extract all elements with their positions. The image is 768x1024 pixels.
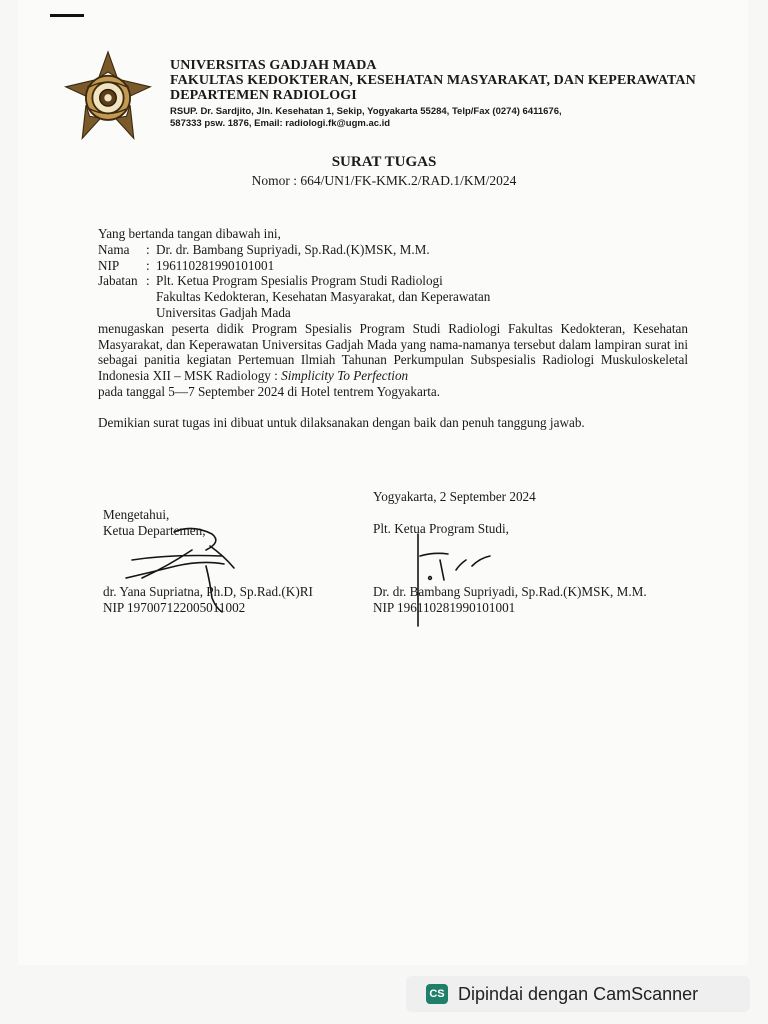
opening-line: Yang bertanda tangan dibawah ini, — [98, 226, 281, 241]
place-date: Yogyakarta, 2 September 2024 — [373, 489, 536, 504]
nip-label: NIP — [98, 257, 120, 273]
colon: : — [146, 241, 150, 257]
camscanner-icon: CS — [426, 984, 448, 1004]
right-signature-image — [390, 530, 500, 630]
university-name: UNIVERSITAS GADJAH MADA — [170, 58, 377, 73]
jabatan-row — [98, 273, 688, 289]
scan-mark — [50, 14, 84, 17]
letter-number: Nomor : 664/UN1/FK-KMK.2/RAD.1/KM/2024 — [251, 173, 517, 188]
document-page — [18, 0, 748, 965]
right-name: Dr. dr. Bambang Supriyadi, Sp.Rad.(K)MSK, M.M. — [373, 584, 647, 599]
nip-row — [98, 258, 688, 274]
closing-line: Demikian surat tugas ini dibuat untuk dilaksanakan dengan baik dan penuh tanggung jawab. — [98, 414, 585, 430]
camscanner-text: Dipindai dengan CamScanner — [458, 983, 699, 1004]
left-heading-1: Mengetahui, — [103, 507, 170, 522]
right-heading: Plt. Ketua Program Studi, — [373, 520, 509, 536]
address-line-1: RSUP. Dr. Sardjito, Jln. Kesehatan 1, Sekip, Yogyakarta 55284, Telp/Fax (0274) 6411676, — [170, 106, 562, 117]
faculty-name: FAKULTAS KEDOKTERAN, KESEHATAN MASYARAKAT, DAN KEPERAWATAN — [170, 73, 696, 88]
nip-value: 196110281990101001 — [156, 257, 275, 273]
left-signatory — [103, 584, 313, 615]
jabatan-label: Jabatan — [98, 273, 138, 289]
jabatan-line-2: Fakultas Kedokteran, Kesehatan Masyarakat, dan Keperawatan — [156, 289, 491, 305]
nama-value: Dr. dr. Bambang Supriyadi, Sp.Rad.(K)MSK, M.M. — [156, 241, 430, 257]
colon: : — [146, 273, 150, 289]
right-signatory — [373, 584, 647, 615]
assignment-date: pada tanggal 5—7 September 2024 di Hotel tentrem Yogyakarta. — [98, 383, 441, 399]
colon: : — [146, 257, 150, 273]
camscanner-badge — [406, 976, 750, 1012]
letter-body — [98, 226, 688, 431]
jabatan-line-3: Universitas Gadjah Mada — [156, 304, 291, 320]
letter-title: SURAT TUGAS — [331, 154, 437, 170]
assignment-paragraph — [98, 321, 688, 384]
right-nip: NIP 196110281990101001 — [373, 599, 516, 615]
letterhead — [170, 58, 696, 130]
left-heading-2: Ketua Departemen, — [103, 522, 206, 538]
left-nip: NIP 197007122005011002 — [103, 599, 246, 615]
nama-row — [98, 242, 688, 258]
left-name: dr. Yana Supriatna, Ph.D, Sp.Rad.(K)RI — [103, 584, 313, 599]
department-name: DEPARTEMEN RADIOLOGI — [170, 88, 357, 103]
nama-label: Nama — [98, 241, 130, 257]
address-line-2: 587333 psw. 1876, Email: radiologi.fk@ugm.ac.id — [170, 118, 391, 129]
assignment-main: menugaskan peserta didik Program Spesialis Program Studi Radiologi Fakultas Kedokteran, Kesehatan Masyarakat, dan Keperawatan Universitas Gadjah Mada yang nama-namanya tersebut dalam lampiran surat ini sebagai panitia kegiatan Pertemuan Ilmiah Tahunan Perkumpulan Subspesialis Radiologi Muskuloskeletal Indonesia XII – MSK Radiology : — [98, 320, 688, 384]
right-signature-block — [373, 489, 536, 536]
event-theme: Simplicity To Perfection — [281, 368, 409, 384]
jabatan-line-1: Plt. Ketua Program Spesialis Program Studi Radiologi — [156, 273, 443, 289]
ugm-logo-icon — [62, 50, 154, 142]
